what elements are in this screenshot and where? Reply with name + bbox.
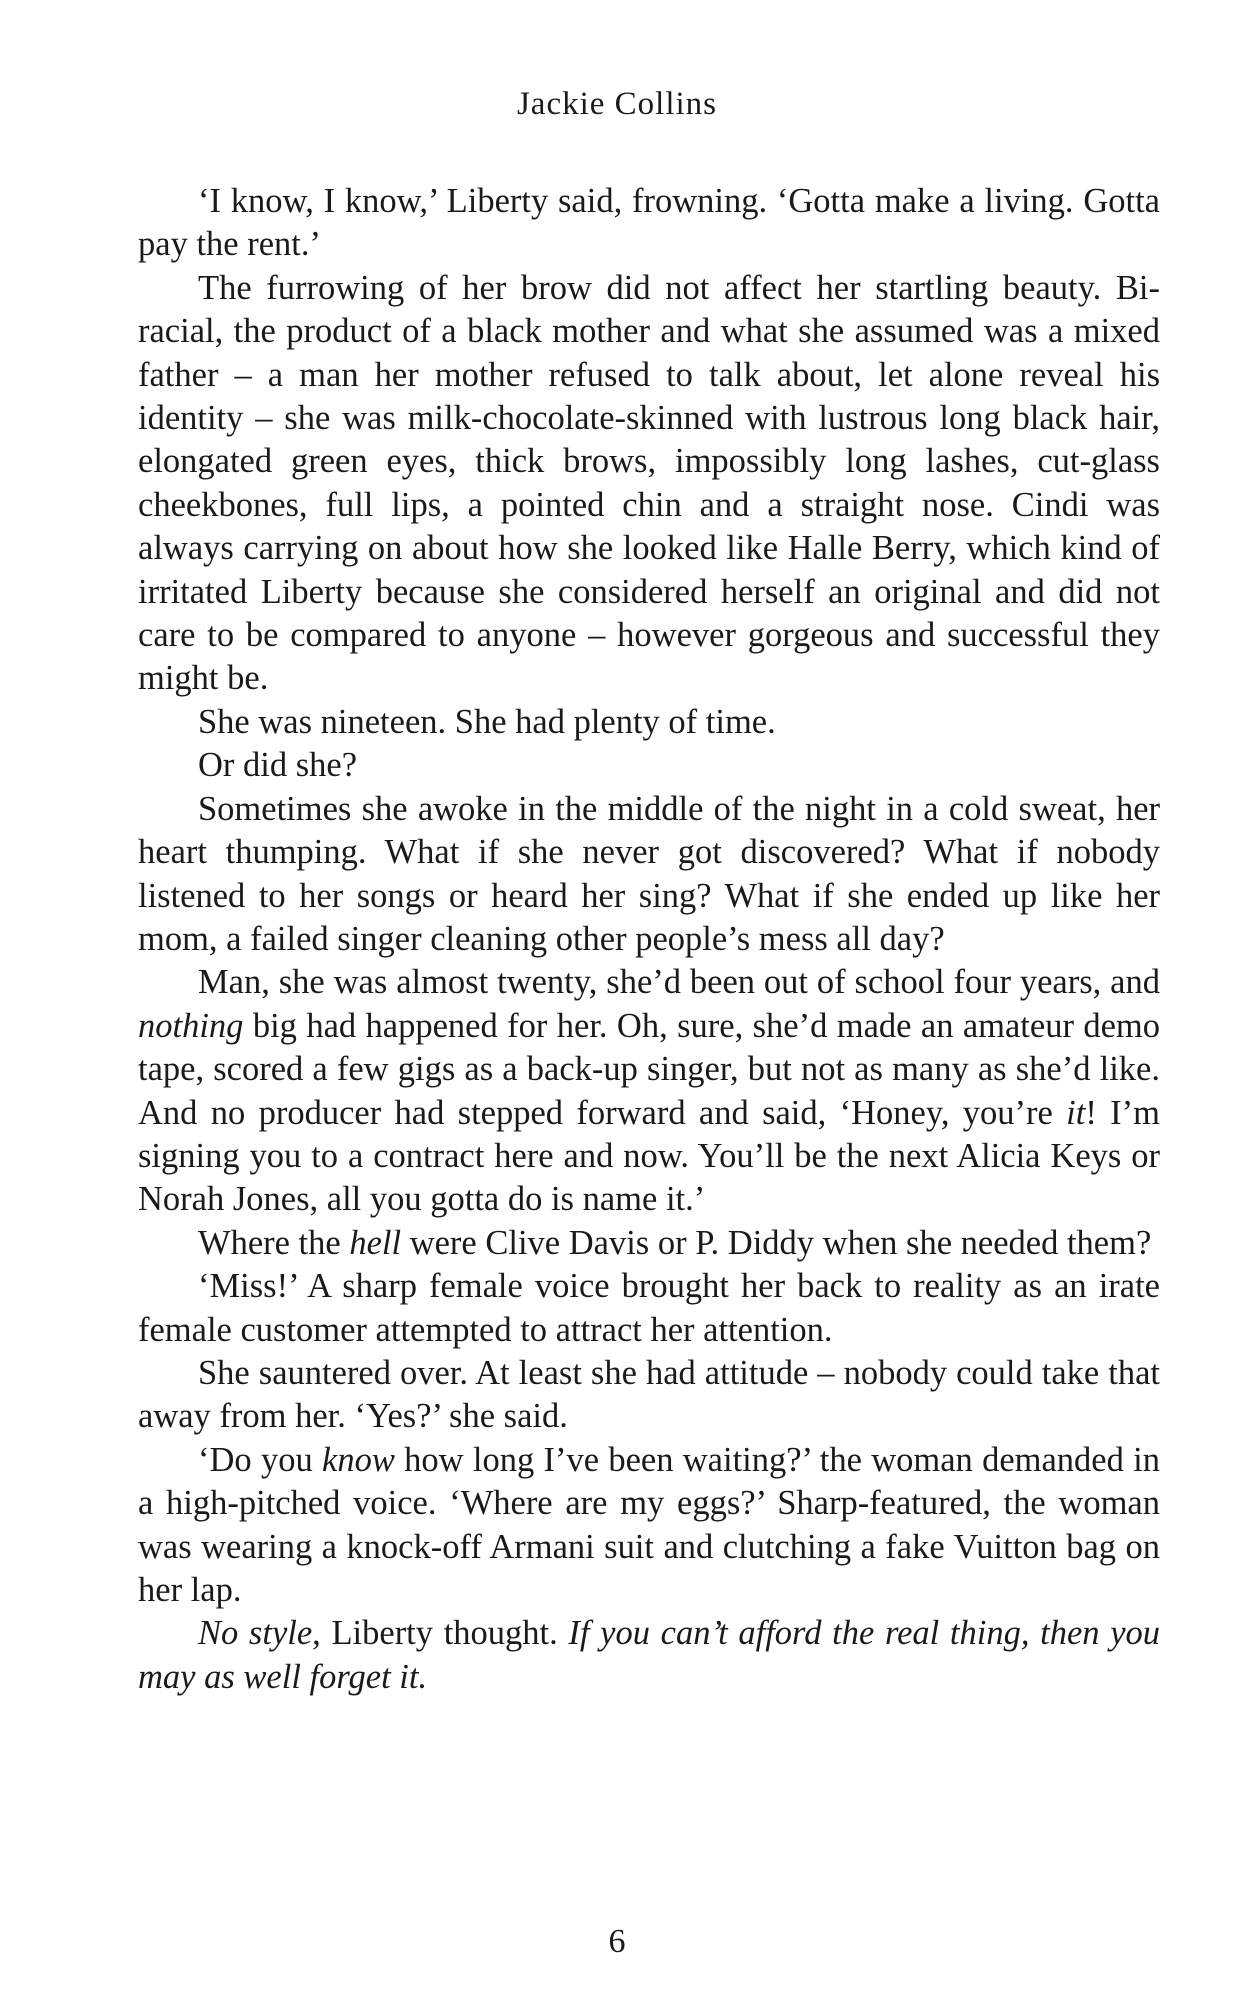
text-run: ‘Do you [198, 1440, 323, 1479]
text-run: big had happened for her. Oh, sure, she’d made an amateur demo tape, scored a few gigs as a back-up singer, but not as many as she’d like. And no producer had stepped forward and said, ‘Honey, you’re [138, 1006, 1160, 1132]
emphasis: it [1066, 1093, 1086, 1132]
body-text [138, 180, 1160, 1699]
paragraph [138, 961, 1160, 1221]
paragraph: She was nineteen. She had plenty of time. [198, 702, 776, 741]
emphasis: know [322, 1440, 395, 1479]
emphasis: If you can’t afford the real thing, then you may as well forget it. [138, 1614, 1161, 1696]
text-run: how long I’ve been waiting?’ the woman demanded in a high-pitched voice. ‘Where are my eggs?’ Sharp-featured, the woman was wearing a knock-off Armani suit and clutching a fake Vuitton bag on her lap. [138, 1440, 1161, 1609]
paragraph [138, 1439, 1160, 1613]
paragraph: Or did she? [198, 746, 358, 785]
paragraph: She sauntered over. At least she had attitude – nobody could take that away from her. ‘Yes?’ she said. [138, 1353, 1160, 1436]
paragraph: Sometimes she awoke in the middle of the night in a cold sweat, her heart thumping. What if she never got discovered? What if nobody listened to her songs or heard her sing? What if she ended up like her mom, a failed singer cleaning other people’s mess all day? [138, 789, 1160, 958]
text-run: ! I’m signing you to a contract here and now. You’ll be the next Alicia Keys or Norah Jones, all you gotta do is name it.’ [138, 1093, 1160, 1219]
paragraph: The furrowing of her brow did not affect her startling beauty. Bi-racial, the product of a black mother and what she assumed was a mixed father – a man her mother refused to talk about, let alone reveal his identity – she was milk-chocolate-skinned with lustrous long black hair, elongated green eyes, thick brows, impossibly long lashes, cut-glass cheekbones, full lips, a pointed chin and a straight nose. Cindi was always carrying on about how she looked like Halle Berry, which kind of irritated Liberty because she considered herself an original and did not care to be compared to anyone – however gorgeous and successful they might be. [138, 268, 1160, 698]
paragraph: ‘I know, I know,’ Liberty said, frowning. ‘Gotta make a living. Gotta pay the rent.’ [138, 182, 1160, 264]
emphasis: hell [349, 1223, 402, 1262]
paragraph [138, 1222, 1160, 1265]
text-run: , Liberty thought. [312, 1614, 569, 1653]
paragraph: ‘Miss!’ A sharp female voice brought her back to reality as an irate female customer attempted to attract her attention. [138, 1267, 1160, 1349]
emphasis: nothing [138, 1006, 244, 1045]
running-head: Jackie Collins [516, 86, 718, 122]
emphasis: No style [198, 1614, 313, 1653]
text-run: Man, she was almost twenty, she’d been out of school four years, and [198, 963, 1160, 1002]
paragraph [138, 1612, 1160, 1699]
text-run: were Clive Davis or P. Diddy when she needed them? [401, 1223, 1152, 1262]
text-run: Where the [198, 1223, 350, 1262]
page-number: 6 [608, 1923, 626, 1960]
